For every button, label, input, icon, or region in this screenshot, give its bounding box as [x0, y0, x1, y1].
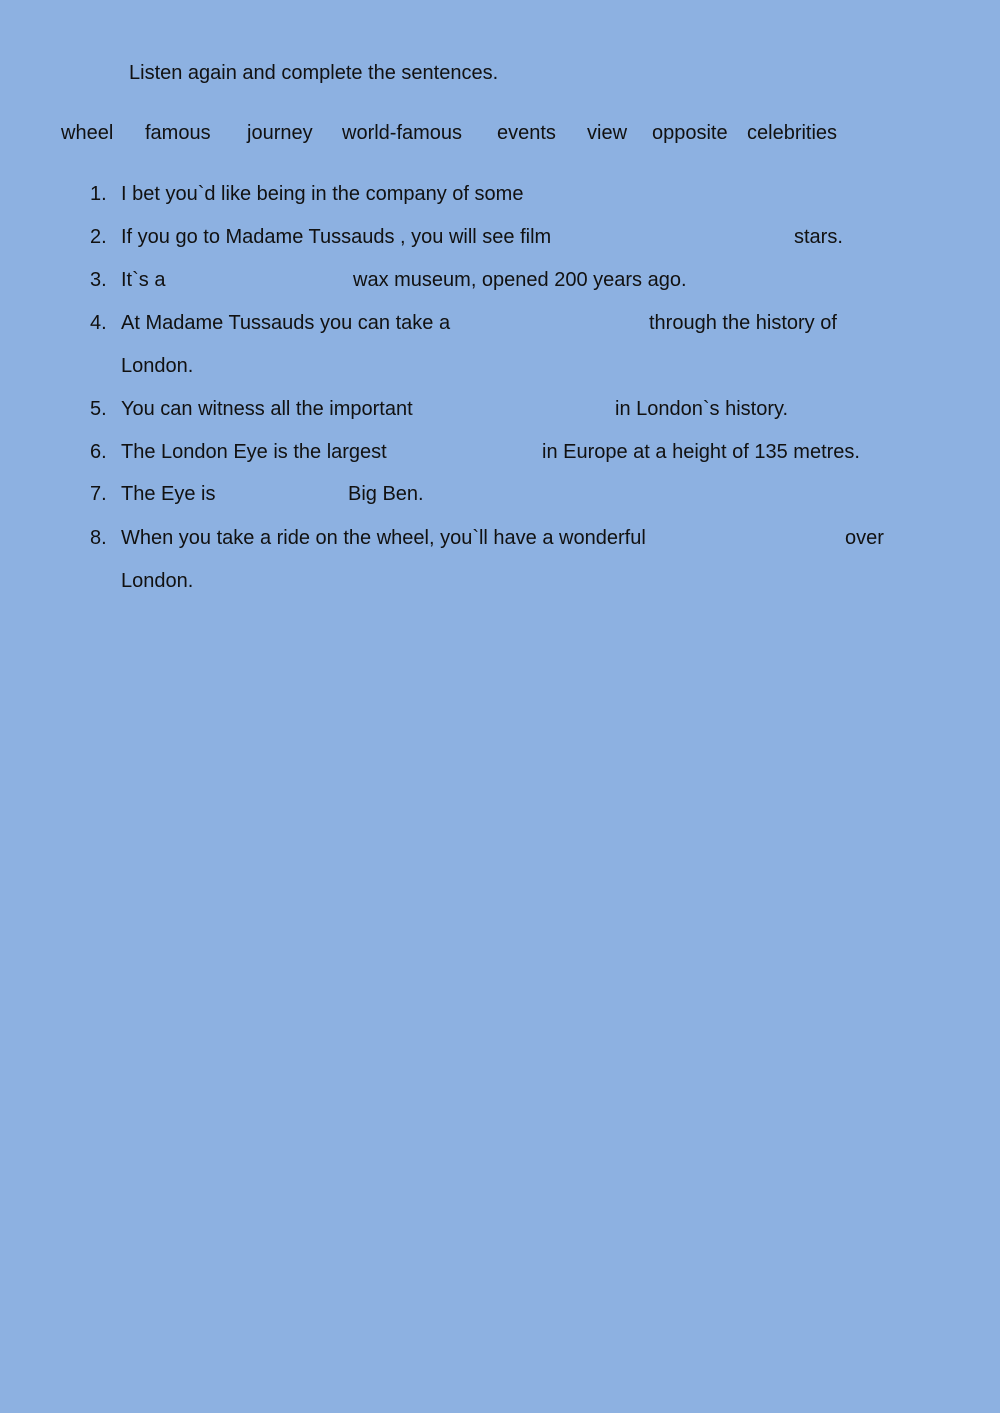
sentence-text: I bet you`d like being in the company of some — [121, 183, 524, 205]
word-bank-item: view — [587, 122, 628, 144]
item-number: 8. — [90, 527, 107, 549]
sentence-text: It`s a — [121, 269, 166, 291]
item-number: 7. — [90, 483, 107, 505]
sentence-text: The London Eye is the largest — [121, 441, 387, 463]
word-bank-item: wheel — [61, 122, 114, 144]
item-number: 1. — [90, 183, 107, 205]
sentence-text: in Europe at a height of 135 metres. — [542, 441, 860, 463]
word-bank-item: celebrities — [747, 122, 838, 144]
sentence-text: Big Ben. — [348, 483, 424, 505]
word-bank-item: world-famous — [342, 122, 463, 144]
sentence-text: When you take a ride on the wheel, you`ll have a wonderful — [121, 527, 646, 549]
word-bank-item: events — [497, 122, 556, 144]
word-bank — [0, 122, 1000, 150]
sentence-text: The Eye is — [121, 483, 216, 505]
sentence-text: London. — [121, 570, 194, 592]
item-number: 6. — [90, 441, 107, 463]
word-bank-item: opposite — [652, 122, 728, 144]
sentence-text: stars. — [794, 226, 843, 248]
sentence-text: At Madame Tussauds you can take a — [121, 312, 451, 334]
instruction-heading: Listen again and complete the sentences. — [129, 62, 499, 84]
sentence-text: If you go to Madame Tussauds , you will see film — [121, 226, 552, 248]
sentence-text: London. — [121, 355, 194, 377]
sentence-text: You can witness all the important — [121, 398, 413, 420]
word-bank-item: famous — [145, 122, 211, 144]
sentence-text: in London`s history. — [615, 398, 789, 420]
item-number: 2. — [90, 226, 107, 248]
sentence-text: wax museum, opened 200 years ago. — [353, 269, 687, 291]
item-number: 4. — [90, 312, 107, 334]
item-number: 3. — [90, 269, 107, 291]
sentence-text: through the history of — [649, 312, 837, 334]
item-number: 5. — [90, 398, 107, 420]
word-bank-item: journey — [247, 122, 313, 144]
sentence-text: over — [845, 527, 884, 549]
